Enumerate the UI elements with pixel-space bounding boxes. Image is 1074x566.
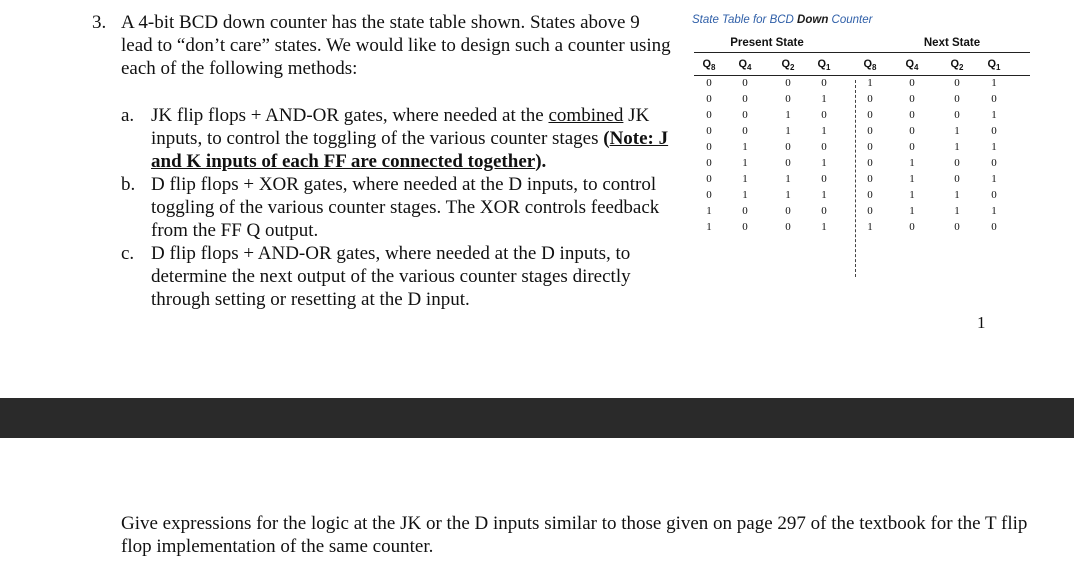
table-group-header xyxy=(692,32,1032,52)
table-cell: 1 xyxy=(991,77,997,89)
table-cell: 0 xyxy=(785,141,791,153)
part-a-text-before: JK flip flops + AND-OR gates, where needed at the xyxy=(151,105,549,126)
table-column-divider xyxy=(855,80,856,277)
table-cell: 0 xyxy=(909,77,915,89)
next-state-label: Next State xyxy=(923,37,981,49)
part-a-note-close: ). xyxy=(535,151,547,172)
table-cell: 0 xyxy=(867,205,873,217)
table-cell: 0 xyxy=(954,93,960,105)
table-cell: 0 xyxy=(785,77,791,89)
table-cell: 0 xyxy=(991,221,997,233)
page-gap xyxy=(0,398,1074,438)
table-cell: 0 xyxy=(706,93,712,105)
header-q4-present: $Q_4$ xyxy=(738,58,752,73)
table-cell: 1 xyxy=(742,157,748,169)
table-cell: 0 xyxy=(991,189,997,201)
table-cell: 0 xyxy=(706,173,712,185)
table-cell: 0 xyxy=(909,109,915,121)
table-cell: 0 xyxy=(821,173,827,185)
part-a-letter: a. xyxy=(121,105,135,126)
table-cell: 0 xyxy=(706,189,712,201)
table-cell: 1 xyxy=(909,205,915,217)
table-cell: 1 xyxy=(821,221,827,233)
table-cell: 0 xyxy=(867,173,873,185)
table-cell: 1 xyxy=(821,93,827,105)
follow-up-question: Give expressions for the logic at the JK or the D inputs similar to those given on page 297 of the textbook for the T flip flop implementation of the same counter. xyxy=(121,513,1028,557)
header-q8-next: $Q_8$ xyxy=(863,58,877,73)
table-cell: 0 xyxy=(991,125,997,137)
table-cell: 0 xyxy=(821,77,827,89)
table-cell: 1 xyxy=(785,109,791,121)
header-q1-next: $Q_1$ xyxy=(987,58,1001,73)
table-cell: 0 xyxy=(821,205,827,217)
table-cell: 0 xyxy=(954,173,960,185)
table-row xyxy=(692,220,1032,236)
table-column-headers xyxy=(692,52,1032,76)
part-a-note: Note: J and K inputs of each FF are connected together xyxy=(151,128,669,172)
present-state-label: Present State xyxy=(730,37,804,49)
table-cell: 0 xyxy=(954,77,960,89)
table-cell: 1 xyxy=(785,189,791,201)
table-cell: 0 xyxy=(821,141,827,153)
table-cell: 1 xyxy=(909,189,915,201)
part-a-note-open: ( xyxy=(603,128,610,149)
table-cell: 1 xyxy=(954,125,960,137)
problem-stem: A 4-bit BCD down counter has the state table shown. States above 9 lead to “don’t care” states. We would like to design such a counter using each of the following methods: xyxy=(121,12,671,79)
table-cell: 1 xyxy=(909,173,915,185)
part-a xyxy=(121,104,681,173)
table-cell: 1 xyxy=(991,109,997,121)
page-number: 1 xyxy=(977,313,986,332)
table-row xyxy=(692,76,1032,92)
table-cell: 0 xyxy=(867,93,873,105)
table-cell: 0 xyxy=(867,157,873,169)
table-cell: 0 xyxy=(954,109,960,121)
table-cell: 0 xyxy=(821,109,827,121)
table-row xyxy=(692,204,1032,220)
table-body xyxy=(692,76,1032,236)
table-cell: 1 xyxy=(909,157,915,169)
table-cell: 1 xyxy=(821,189,827,201)
table-cell: 0 xyxy=(706,109,712,121)
table-cell: 0 xyxy=(867,125,873,137)
table-cell: 0 xyxy=(867,141,873,153)
document-page-bottom xyxy=(24,438,1074,566)
part-c-text: D flip flops + AND-OR gates, where needed at the D inputs, to determine the next output of the various counter stages directly through setting or resetting at the D input. xyxy=(151,243,631,310)
table-cell: 1 xyxy=(954,141,960,153)
header-q8-present: $Q_8$ xyxy=(702,58,716,73)
table-cell: 1 xyxy=(867,221,873,233)
header-top-rule xyxy=(694,52,1030,53)
table-row xyxy=(692,108,1032,124)
table-cell: 1 xyxy=(991,141,997,153)
table-cell: 0 xyxy=(991,157,997,169)
table-row xyxy=(692,140,1032,156)
problem-parts xyxy=(121,104,681,311)
table-cell: 0 xyxy=(706,141,712,153)
table-cell: 1 xyxy=(991,173,997,185)
table-cell: 1 xyxy=(785,125,791,137)
table-cell: 1 xyxy=(954,189,960,201)
table-cell: 0 xyxy=(954,157,960,169)
table-cell: 0 xyxy=(742,221,748,233)
header-q1-present: $Q_1$ xyxy=(817,58,831,73)
table-cell: 0 xyxy=(954,221,960,233)
table-cell: 1 xyxy=(706,221,712,233)
table-cell: 1 xyxy=(742,189,748,201)
table-cell: 0 xyxy=(742,205,748,217)
header-q4-next: $Q_4$ xyxy=(905,58,919,73)
table-cell: 0 xyxy=(742,93,748,105)
caption-suffix: Counter xyxy=(828,14,873,26)
table-cell: 0 xyxy=(742,77,748,89)
caption-down: Down xyxy=(797,14,829,26)
table-cell: 0 xyxy=(785,157,791,169)
state-table xyxy=(692,14,1032,236)
table-cell: 1 xyxy=(706,205,712,217)
part-c xyxy=(121,242,681,311)
table-cell: 0 xyxy=(785,205,791,217)
part-c-letter: c. xyxy=(121,243,135,264)
part-a-text-after: JK inputs, to control the toggling of the various counter stages xyxy=(151,105,650,149)
table-cell: 0 xyxy=(991,93,997,105)
table-cell: 1 xyxy=(954,205,960,217)
caption-prefix: State Table for BCD xyxy=(692,14,798,26)
table-cell: 0 xyxy=(742,125,748,137)
part-b-text: D flip flops + XOR gates, where needed at the D inputs, to control toggling of the various counter stages. The XOR controls feedback from the FF Q output. xyxy=(151,174,660,241)
table-cell: 1 xyxy=(785,173,791,185)
part-b xyxy=(121,173,681,242)
problem-number: 3. xyxy=(92,12,107,33)
table-cell: 0 xyxy=(909,125,915,137)
table-cell: 1 xyxy=(821,157,827,169)
table-cell: 0 xyxy=(742,109,748,121)
table-row xyxy=(692,156,1032,172)
table-cell: 1 xyxy=(742,173,748,185)
header-q2-next: $Q_2$ xyxy=(950,58,964,73)
table-caption xyxy=(692,14,1032,32)
table-cell: 0 xyxy=(706,125,712,137)
header-q2-present: $Q_2$ xyxy=(781,58,795,73)
table-cell: 0 xyxy=(706,157,712,169)
table-cell: 1 xyxy=(867,77,873,89)
table-row xyxy=(692,92,1032,108)
table-cell: 0 xyxy=(785,93,791,105)
table-cell: 0 xyxy=(785,221,791,233)
problem-statement xyxy=(92,11,672,80)
table-cell: 1 xyxy=(742,141,748,153)
table-cell: 0 xyxy=(909,221,915,233)
table-cell: 0 xyxy=(909,141,915,153)
table-cell: 0 xyxy=(706,77,712,89)
table-row xyxy=(692,124,1032,140)
table-cell: 1 xyxy=(991,205,997,217)
table-cell: 0 xyxy=(867,189,873,201)
table-row xyxy=(692,172,1032,188)
table-row xyxy=(692,188,1032,204)
table-cell: 1 xyxy=(821,125,827,137)
table-cell: 0 xyxy=(867,109,873,121)
part-a-underlined: combined xyxy=(548,105,624,126)
table-cell: 0 xyxy=(909,93,915,105)
part-b-letter: b. xyxy=(121,174,136,195)
